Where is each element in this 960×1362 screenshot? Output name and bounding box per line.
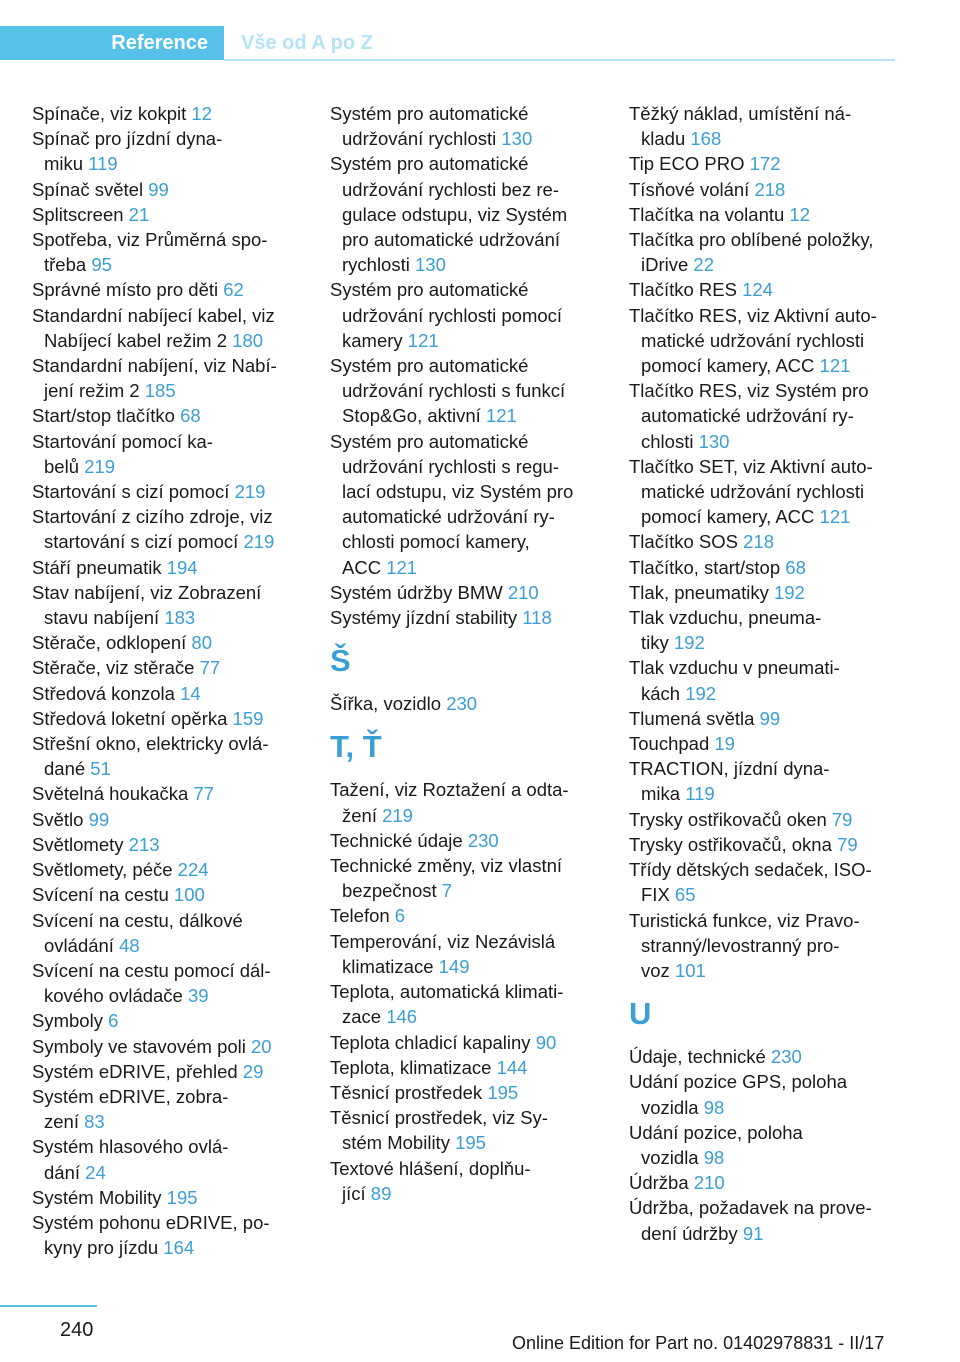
index-column-2 bbox=[330, 101, 595, 1206]
entry-text: Start/stop tlačítko bbox=[32, 405, 175, 427]
entry-text: belů bbox=[44, 455, 79, 477]
page-ref-link[interactable]: 98 bbox=[703, 1146, 725, 1168]
page-ref-link[interactable]: 79 bbox=[837, 833, 858, 855]
page-ref-link[interactable]: 51 bbox=[90, 758, 111, 780]
index-entry bbox=[32, 403, 297, 428]
entry-text: udržování rychlosti bbox=[342, 128, 497, 150]
index-entry bbox=[330, 1055, 595, 1080]
index-entry bbox=[32, 227, 297, 277]
index-entry bbox=[32, 353, 297, 403]
entry-text: jení režim 2 bbox=[44, 380, 140, 402]
page-ref-link[interactable]: 20 bbox=[251, 1035, 272, 1057]
entry-text: Správné místo pro děti bbox=[32, 279, 219, 301]
entry-text: vozidla bbox=[641, 1096, 699, 1118]
page-ref-link[interactable]: 118 bbox=[522, 607, 552, 629]
page-ref-link[interactable]: 124 bbox=[742, 279, 773, 301]
index-entry bbox=[330, 151, 595, 277]
page-ref-link[interactable]: 224 bbox=[177, 859, 209, 881]
entry-text: Třídy dětských sedaček, ISO- bbox=[629, 859, 872, 881]
entry-text: Stáří pneumatik bbox=[32, 556, 162, 578]
index-entry bbox=[330, 903, 595, 928]
page-ref-link[interactable]: 144 bbox=[496, 1056, 528, 1078]
page-ref-link[interactable]: 24 bbox=[85, 1161, 106, 1183]
page-ref-link[interactable]: 213 bbox=[128, 833, 160, 855]
entry-text: Standardní nabíjecí kabel, viz bbox=[32, 304, 275, 326]
entry-text: gulace odstupu, viz Systém bbox=[342, 203, 568, 225]
page-ref-link[interactable]: 121 bbox=[819, 355, 851, 377]
index-entry bbox=[330, 853, 595, 903]
entry-text: Tlačítko RES, viz Aktivní auto- bbox=[629, 304, 877, 326]
index-entry bbox=[32, 1210, 297, 1260]
entry-text: kách bbox=[641, 682, 681, 704]
index-entry bbox=[32, 1185, 297, 1210]
index-entry bbox=[330, 1080, 595, 1105]
page-ref-link[interactable]: 7 bbox=[441, 880, 453, 902]
page-ref-link[interactable]: 146 bbox=[386, 1006, 418, 1028]
letter-heading: U bbox=[629, 996, 652, 1032]
index-entry bbox=[32, 706, 297, 731]
index-entry bbox=[629, 756, 894, 806]
entry-text: Tlumená světla bbox=[629, 707, 755, 729]
entry-text: voz bbox=[641, 959, 670, 981]
page-ref-link[interactable]: 91 bbox=[742, 1222, 764, 1244]
page-ref-link[interactable]: 192 bbox=[673, 632, 705, 654]
entry-text: Světlomety, péče bbox=[32, 859, 173, 881]
page-ref-link[interactable]: 95 bbox=[91, 254, 112, 276]
entry-text: Tlačítko SOS bbox=[629, 531, 738, 553]
entry-text: třeba bbox=[44, 254, 87, 276]
entry-text: Systém údržby BMW bbox=[330, 581, 503, 603]
page-ref-link[interactable]: 230 bbox=[467, 829, 499, 851]
entry-text: Tlačítko, start/stop bbox=[629, 556, 781, 578]
page-ref-link[interactable]: 219 bbox=[234, 481, 266, 503]
index-entry bbox=[32, 731, 297, 781]
index-entry bbox=[629, 1120, 894, 1170]
index-entry bbox=[32, 781, 297, 806]
entry-text: dení údržby bbox=[641, 1222, 738, 1244]
entry-text: Středová loketní opěrka bbox=[32, 707, 228, 729]
entry-text: pomocí kamery, ACC bbox=[641, 355, 815, 377]
page-ref-link[interactable]: 121 bbox=[485, 405, 517, 427]
entry-text: Symboly bbox=[32, 1010, 103, 1032]
page-ref-link[interactable]: 90 bbox=[535, 1031, 557, 1053]
index-entry bbox=[330, 101, 595, 151]
entry-text: Spínače, viz kokpit bbox=[32, 103, 187, 124]
index-entry bbox=[32, 630, 297, 655]
entry-text: TRACTION, jízdní dyna- bbox=[629, 758, 830, 780]
entry-text: Středová konzola bbox=[32, 682, 175, 704]
page-ref-link[interactable]: 195 bbox=[487, 1081, 519, 1103]
page-ref-link[interactable]: 99 bbox=[88, 808, 110, 830]
index-entry bbox=[32, 958, 297, 1008]
entry-text: Turistická funkce, viz Pravo- bbox=[629, 909, 860, 931]
page-ref-link[interactable]: 80 bbox=[191, 632, 212, 654]
page-ref-link[interactable]: 121 bbox=[386, 556, 418, 578]
index-entry bbox=[629, 378, 894, 454]
page-ref-link[interactable]: 65 bbox=[674, 884, 696, 906]
index-entry bbox=[330, 1156, 595, 1206]
index-entry bbox=[32, 177, 297, 202]
entry-text: Textové hlášení, doplňu- bbox=[330, 1157, 531, 1179]
page-ref-link[interactable]: 168 bbox=[690, 128, 722, 150]
page-ref-link[interactable]: 130 bbox=[415, 254, 446, 276]
index-entry bbox=[32, 807, 297, 832]
entry-text: Těžký náklad, umístění ná- bbox=[629, 103, 852, 124]
index-entry bbox=[629, 101, 894, 151]
index-entry bbox=[32, 277, 297, 302]
entry-text: Světlo bbox=[32, 808, 84, 830]
index-entry bbox=[32, 908, 297, 958]
entry-text: Tlak vzduchu, pneuma- bbox=[629, 607, 822, 629]
page-ref-link[interactable]: 210 bbox=[693, 1172, 725, 1194]
entry-text: Stop&Go, aktivní bbox=[342, 405, 481, 427]
page-ref-link[interactable]: 180 bbox=[232, 329, 264, 351]
entry-text: Startování z cizího zdroje, viz bbox=[32, 506, 273, 528]
entry-text: Svícení na cestu bbox=[32, 884, 169, 906]
index-entry bbox=[629, 807, 894, 832]
index-entry bbox=[330, 979, 595, 1029]
entry-text: udržování rychlosti bez re- bbox=[342, 178, 559, 200]
entry-text: udržování rychlosti s funkcí bbox=[342, 380, 566, 402]
entry-text: Teplota, automatická klimati- bbox=[330, 981, 564, 1003]
entry-text: Systém eDRIVE, přehled bbox=[32, 1060, 238, 1082]
index-entry bbox=[32, 1134, 297, 1184]
index-entry bbox=[32, 882, 297, 907]
entry-text: Systém pro automatické bbox=[330, 279, 529, 301]
index-entry bbox=[330, 828, 595, 853]
letter-heading: T, Ť bbox=[330, 729, 382, 765]
entry-text: dané bbox=[44, 758, 86, 780]
page-header bbox=[0, 26, 895, 62]
page-ref-link[interactable]: 195 bbox=[455, 1132, 486, 1154]
page-ref-link[interactable]: 194 bbox=[166, 556, 198, 578]
index-entry bbox=[32, 1059, 297, 1084]
entry-text: Spínač světel bbox=[32, 178, 144, 200]
entry-text: ACC bbox=[342, 556, 382, 578]
index-entry bbox=[629, 655, 894, 705]
entry-text: Technické údaje bbox=[330, 829, 463, 851]
entry-text: Tip ECO PRO bbox=[629, 153, 745, 175]
letter-heading: Š bbox=[330, 643, 351, 679]
entry-text: Systém pohonu eDRIVE, po- bbox=[32, 1211, 270, 1233]
entry-text: Tažení, viz Roztažení a odta- bbox=[330, 779, 569, 801]
page-ref-link[interactable]: 159 bbox=[232, 707, 264, 729]
entry-text: miku bbox=[44, 153, 84, 175]
page-ref-link[interactable]: 22 bbox=[693, 254, 714, 276]
entry-text: automatické udržování ry- bbox=[342, 506, 555, 528]
index-entry bbox=[32, 126, 297, 176]
index-entry bbox=[32, 1008, 297, 1033]
entry-text: stranný/levostranný pro- bbox=[641, 934, 840, 956]
entry-text: zace bbox=[342, 1006, 382, 1028]
entry-text: Systém pro automatické bbox=[330, 355, 529, 377]
entry-text: stavu nabíjení bbox=[44, 607, 160, 629]
index-entry bbox=[629, 908, 894, 984]
index-entry bbox=[330, 691, 595, 716]
entry-text: kladu bbox=[641, 128, 686, 150]
footer-divider bbox=[0, 1305, 97, 1307]
index-entry bbox=[629, 227, 894, 277]
index-entry bbox=[629, 857, 894, 907]
entry-text: Stěrače, odklopení bbox=[32, 632, 187, 654]
entry-text: Světlomety bbox=[32, 833, 124, 855]
page-ref-link[interactable]: 164 bbox=[163, 1237, 195, 1259]
page-ref-link[interactable]: 39 bbox=[188, 985, 209, 1007]
index-entry bbox=[629, 151, 894, 176]
page-ref-link[interactable]: 172 bbox=[749, 153, 781, 175]
page-ref-link[interactable]: 19 bbox=[714, 733, 735, 755]
entry-text: kamery bbox=[342, 329, 403, 351]
page-ref-link[interactable]: 183 bbox=[164, 607, 196, 629]
entry-text: Temperování, viz Nezávislá bbox=[330, 930, 556, 952]
page-ref-link[interactable]: 192 bbox=[773, 581, 805, 603]
page-ref-link[interactable]: 6 bbox=[394, 905, 406, 927]
page-ref-link[interactable]: 130 bbox=[698, 430, 730, 452]
index-entry bbox=[330, 929, 595, 979]
index-entry bbox=[32, 681, 297, 706]
index-entry bbox=[629, 303, 894, 379]
page-ref-link[interactable]: 195 bbox=[166, 1186, 198, 1208]
entry-text: Tlak, pneumatiky bbox=[629, 581, 769, 603]
entry-text: stém Mobility bbox=[342, 1132, 450, 1154]
index-entry bbox=[629, 1044, 894, 1069]
entry-text: pomocí kamery, ACC bbox=[641, 506, 815, 528]
page-ref-link[interactable]: 89 bbox=[370, 1182, 392, 1204]
entry-text: Těsnicí prostředek bbox=[330, 1081, 483, 1103]
entry-text: bezpečnost bbox=[342, 880, 437, 902]
page-ref-link[interactable]: 119 bbox=[685, 783, 715, 805]
section-tab bbox=[0, 26, 224, 60]
entry-text: Stav nabíjení, viz Zobrazení bbox=[32, 581, 262, 603]
entry-text: Trysky ostřikovačů oken bbox=[629, 808, 827, 830]
entry-text: Systém hlasového ovlá- bbox=[32, 1136, 229, 1158]
page-ref-link[interactable]: 77 bbox=[193, 783, 215, 805]
entry-text: FIX bbox=[641, 884, 670, 906]
entry-text: Nabíjecí kabel režim 2 bbox=[44, 329, 228, 351]
entry-text: Stěrače, viz stěrače bbox=[32, 657, 195, 679]
index-entry bbox=[32, 504, 297, 554]
entry-text: Těsnicí prostředek, viz Sy- bbox=[330, 1107, 548, 1129]
entry-text: Trysky ostřikovačů, okna bbox=[629, 833, 832, 855]
index-entry bbox=[32, 857, 297, 882]
page-number: 240 bbox=[60, 1319, 94, 1341]
page-ref-link[interactable]: 77 bbox=[199, 657, 221, 679]
page-ref-link[interactable]: 218 bbox=[743, 531, 774, 553]
entry-text: matické udržování rychlosti bbox=[641, 329, 865, 351]
page-ref-link[interactable]: 98 bbox=[703, 1096, 725, 1118]
index-entry bbox=[330, 1105, 595, 1155]
page-ref-link[interactable]: 99 bbox=[148, 178, 169, 200]
entry-text: Střešní okno, elektricky ovlá- bbox=[32, 733, 269, 755]
index-entry bbox=[629, 580, 894, 605]
page-ref-link[interactable]: 149 bbox=[438, 955, 470, 977]
index-entry bbox=[330, 580, 595, 605]
index-entry bbox=[629, 1195, 894, 1245]
entry-text: kového ovládače bbox=[44, 985, 183, 1007]
entry-text: Teplota, klimatizace bbox=[330, 1056, 492, 1078]
entry-text: Standardní nabíjení, viz Nabí- bbox=[32, 355, 277, 377]
entry-text: Svícení na cestu, dálkové bbox=[32, 909, 243, 931]
index-entry bbox=[32, 101, 297, 126]
entry-text: rychlosti bbox=[342, 254, 410, 276]
page-ref-link[interactable]: 83 bbox=[84, 1111, 105, 1133]
entry-text: udržování rychlosti pomocí bbox=[342, 304, 563, 326]
page-ref-link[interactable]: 68 bbox=[180, 405, 201, 427]
index-entry bbox=[629, 1170, 894, 1195]
page-ref-link[interactable]: 21 bbox=[128, 203, 150, 225]
index-entry bbox=[330, 429, 595, 580]
entry-text: Startování s cizí pomocí bbox=[32, 481, 230, 503]
header-divider bbox=[224, 59, 895, 61]
page-ref-link[interactable]: 192 bbox=[685, 682, 717, 704]
entry-text: vozidla bbox=[641, 1146, 699, 1168]
entry-text: matické udržování rychlosti bbox=[641, 481, 865, 503]
entry-text: lací odstupu, viz Systém pro bbox=[342, 481, 574, 503]
entry-text: jící bbox=[342, 1182, 366, 1204]
page-ref-link[interactable]: 230 bbox=[446, 693, 478, 715]
entry-text: Tlačítka na volantu bbox=[629, 203, 785, 225]
index-entry bbox=[32, 202, 297, 227]
page-ref-link[interactable]: 79 bbox=[831, 808, 853, 830]
index-entry bbox=[629, 177, 894, 202]
entry-text: pro automatické udržování bbox=[342, 229, 561, 251]
page-ref-link[interactable]: 12 bbox=[191, 103, 212, 124]
index-entry bbox=[32, 832, 297, 857]
index-entry bbox=[629, 277, 894, 302]
entry-text: Systém Mobility bbox=[32, 1186, 162, 1208]
entry-text: Telefon bbox=[330, 905, 390, 927]
page-ref-link[interactable]: 130 bbox=[501, 128, 533, 150]
index-entry bbox=[629, 454, 894, 530]
index-entry bbox=[32, 303, 297, 353]
entry-text: mika bbox=[641, 783, 681, 805]
index-entry bbox=[32, 580, 297, 630]
entry-text: Svícení na cestu pomocí dál- bbox=[32, 959, 271, 981]
entry-text: ovládání bbox=[44, 934, 114, 956]
entry-text: automatické udržování ry- bbox=[641, 405, 854, 427]
entry-text: Spínač pro jízdní dyna- bbox=[32, 128, 223, 150]
page-ref-link[interactable]: 14 bbox=[180, 682, 201, 704]
page-ref-link[interactable]: 29 bbox=[242, 1060, 264, 1082]
page-ref-link[interactable]: 121 bbox=[407, 329, 439, 351]
entry-text: Tlak vzduchu v pneumati- bbox=[629, 657, 840, 679]
index-entry bbox=[32, 479, 297, 504]
entry-text: chlosti bbox=[641, 430, 694, 452]
page-ref-link[interactable]: 12 bbox=[789, 203, 810, 225]
index-entry bbox=[629, 731, 894, 756]
page-ref-link[interactable]: 230 bbox=[770, 1046, 802, 1068]
entry-text: Udání pozice, poloha bbox=[629, 1121, 803, 1143]
entry-text: Systém pro automatické bbox=[330, 103, 529, 124]
entry-text: chlosti pomocí kamery, bbox=[342, 531, 530, 553]
page-ref-link[interactable]: 219 bbox=[84, 455, 115, 477]
entry-text: Údržba bbox=[629, 1172, 689, 1194]
index-entry bbox=[330, 277, 595, 353]
entry-text: Tísňové volání bbox=[629, 178, 750, 200]
index-column-1 bbox=[32, 101, 297, 1260]
entry-text: žení bbox=[342, 804, 377, 826]
entry-text: Udání pozice GPS, poloha bbox=[629, 1071, 848, 1093]
index-entry bbox=[32, 429, 297, 479]
page-ref-link[interactable]: 119 bbox=[88, 153, 118, 175]
page-ref-link[interactable]: 218 bbox=[754, 178, 786, 200]
entry-text: klimatizace bbox=[342, 955, 434, 977]
entry-text: Startování pomocí ka- bbox=[32, 430, 213, 452]
section-title: Reference bbox=[111, 31, 208, 54]
entry-text: udržování rychlosti s regu- bbox=[342, 455, 559, 477]
page-ref-link[interactable]: 100 bbox=[173, 884, 205, 906]
entry-text: Systém pro automatické bbox=[330, 153, 529, 175]
index-entry bbox=[629, 832, 894, 857]
entry-text: Systémy jízdní stability bbox=[330, 607, 518, 629]
entry-text: Systém pro automatické bbox=[330, 430, 529, 452]
entry-text: startování s cizí pomocí bbox=[44, 531, 239, 553]
entry-text: tiky bbox=[641, 632, 669, 654]
entry-text: Tlačítko RES, viz Systém pro bbox=[629, 380, 869, 402]
page-ref-link[interactable]: 48 bbox=[119, 934, 140, 956]
index-entry bbox=[330, 777, 595, 827]
entry-text: Tlačítka pro oblíbené položky, bbox=[629, 229, 874, 251]
entry-text: Tlačítko RES bbox=[629, 279, 737, 301]
page-ref-link[interactable]: 185 bbox=[144, 380, 176, 402]
entry-text: Touchpad bbox=[629, 733, 710, 755]
entry-text: Šířka, vozidlo bbox=[330, 693, 442, 715]
entry-text: Splitscreen bbox=[32, 203, 124, 225]
page-ref-link[interactable]: 210 bbox=[507, 581, 539, 603]
entry-text: Údaje, technické bbox=[629, 1046, 766, 1068]
entry-text: Systém eDRIVE, zobra- bbox=[32, 1085, 229, 1107]
page-ref-link[interactable]: 6 bbox=[108, 1010, 119, 1032]
index-entry bbox=[629, 1069, 894, 1119]
entry-text: zení bbox=[44, 1111, 79, 1133]
index-entry bbox=[32, 1084, 297, 1134]
entry-text: kyny pro jízdu bbox=[44, 1237, 159, 1259]
page-ref-link[interactable]: 121 bbox=[819, 506, 851, 528]
page-ref-link[interactable]: 219 bbox=[382, 804, 413, 826]
entry-text: Technické změny, viz vlastní bbox=[330, 855, 563, 877]
index-entry bbox=[629, 706, 894, 731]
index-entry bbox=[629, 605, 894, 655]
entry-text: Údržba, požadavek na prove- bbox=[629, 1197, 872, 1219]
page-ref-link[interactable]: 99 bbox=[759, 707, 781, 729]
entry-text: Spotřeba, viz Průměrná spo- bbox=[32, 229, 268, 251]
entry-text: Tlačítko SET, viz Aktivní auto- bbox=[629, 455, 873, 477]
index-entry bbox=[629, 555, 894, 580]
subsection-title: Vše od A po Z bbox=[241, 32, 373, 54]
index-entry bbox=[330, 353, 595, 429]
entry-text: Světelná houkačka bbox=[32, 783, 189, 805]
index-entry bbox=[330, 605, 595, 630]
index-entry bbox=[330, 1030, 595, 1055]
page-ref-link[interactable]: 101 bbox=[674, 959, 706, 981]
index-entry bbox=[32, 655, 297, 680]
entry-text: Teplota chladicí kapaliny bbox=[330, 1031, 531, 1053]
index-entry bbox=[32, 555, 297, 580]
index-column-3 bbox=[629, 101, 894, 1246]
entry-text: dání bbox=[44, 1161, 81, 1183]
edition-note: Online Edition for Part no. 01402978831 - II/17 bbox=[512, 1333, 885, 1353]
index-entry bbox=[629, 529, 894, 554]
entry-text: Symboly ve stavovém poli bbox=[32, 1035, 246, 1057]
page-ref-link[interactable]: 68 bbox=[785, 556, 806, 578]
index-entry bbox=[629, 202, 894, 227]
index-entry bbox=[32, 1034, 297, 1059]
entry-text: iDrive bbox=[641, 254, 689, 276]
page-ref-link[interactable]: 62 bbox=[223, 279, 244, 301]
page-ref-link[interactable]: 219 bbox=[243, 531, 275, 553]
